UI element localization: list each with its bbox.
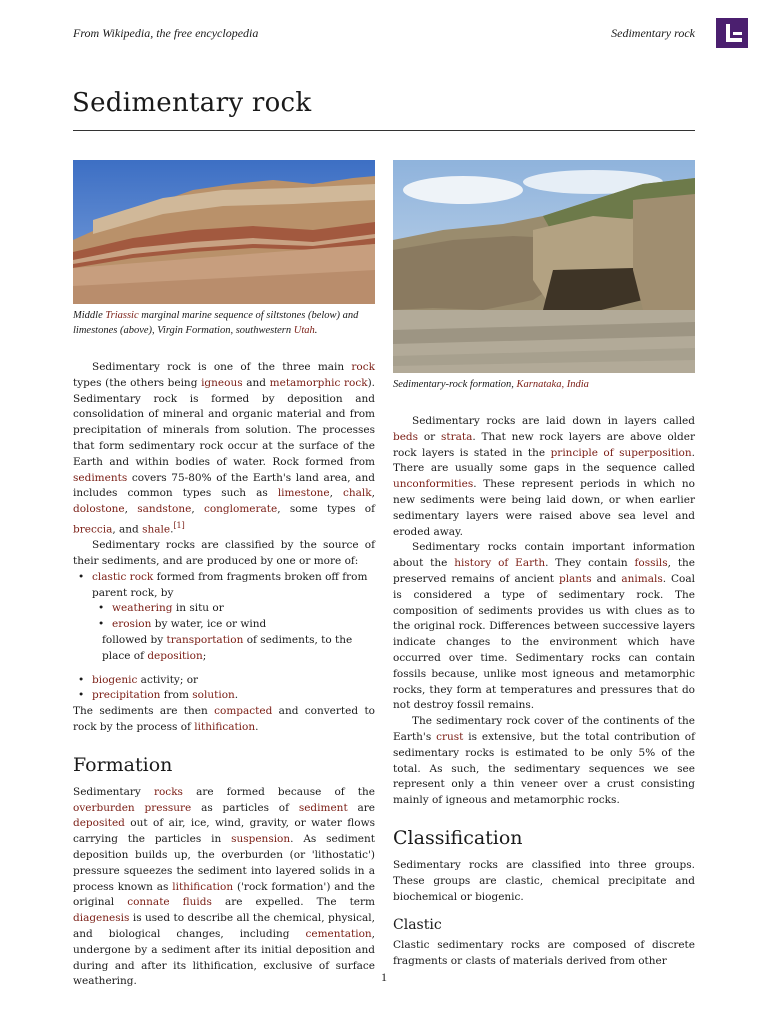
intro-paragraph-1: Sedimentary rock is one of the three main rock types (the others being igneous and metamorphic rock). Sedimentary rock is formed by deposition and consolidation of mineral and organic material and from precipitation of minerals from solution. The processes that form sedimentary rock occur at the surface of the Earth and within bodies of water. Rock formed from sediments covers 75-80% of the Earth's land area, and includes common types such as limestone, chalk, dolostone, sandstone, conglomerate, some types of breccia, and shale.[1] bbox=[73, 361, 375, 536]
intro-paragraph-2: Sedimentary rocks are classified by the source of their sediments, and are produced by one or more of: bbox=[73, 539, 375, 568]
clastic-heading: Clastic bbox=[393, 917, 442, 934]
wikipedia-logo-icon bbox=[716, 18, 748, 48]
link-deposition[interactable]: deposition bbox=[147, 649, 203, 662]
link-dolostone[interactable]: dolostone bbox=[73, 503, 125, 516]
page-number: 1 bbox=[381, 970, 387, 984]
layers-paragraph: Sedimentary rocks are laid down in layers called beds or strata. That new rock layers are above older rock layers is stated in the principle of superposition. There are usually some gaps in the sequence called unconformities. These represent periods in which no new sediments were being laid down, or when earlier sedimentary layers were raised above sea level and eroded away. bbox=[393, 415, 695, 538]
left-figure-caption: Middle Triassic marginal marine sequence of siltstones (below) and limestones (above), Virgin Formation, southwestern Utah. bbox=[73, 310, 359, 336]
link-utah[interactable]: Utah bbox=[293, 325, 315, 336]
link-rock[interactable]: rock bbox=[351, 361, 375, 373]
title-divider bbox=[73, 130, 695, 131]
link-erosion[interactable]: erosion bbox=[112, 618, 152, 631]
link-unconformities[interactable]: unconformities bbox=[393, 478, 474, 491]
link-rocks[interactable]: rocks bbox=[153, 785, 183, 798]
link-biogenic[interactable]: biogenic bbox=[92, 673, 138, 686]
crust-paragraph: The sedimentary rock cover of the continents of the Earth's crust is extensive, but the total contribution of sedimentary rocks is estimated to be only 5% of the total. As such, the sedimentary sequences we see represent only a thin veneer over a crust consisting mainly of igneous and metamorphic rocks. bbox=[393, 715, 695, 807]
link-cementation[interactable]: cementation bbox=[305, 928, 372, 940]
link-weathering[interactable]: weathering bbox=[112, 602, 173, 615]
link-clastic-rock[interactable]: clastic rock bbox=[92, 570, 154, 583]
link-triassic[interactable]: Triassic bbox=[105, 310, 139, 321]
triassic-sequence-photo bbox=[73, 160, 375, 304]
link-transportation[interactable]: transportation bbox=[166, 634, 244, 647]
link-fossils[interactable]: fossils bbox=[634, 557, 668, 570]
clastic-paragraph: Clastic sedimentary rocks are composed of discrete fragments or clasts of materials derived from other bbox=[393, 939, 695, 968]
header-running-title: Sedimentary rock bbox=[611, 26, 695, 40]
link-conglomerate[interactable]: conglomerate bbox=[203, 503, 278, 516]
list-item: • precipitation from solution. bbox=[73, 688, 375, 704]
link-breccia[interactable]: breccia bbox=[73, 523, 113, 536]
link-solution[interactable]: solution bbox=[192, 689, 235, 702]
link-crust[interactable]: crust bbox=[436, 730, 464, 743]
fossils-paragraph: Sedimentary rocks contain important information about the history of Earth. They contain fossils, the preserved remains of ancient plants and animals. Coal is considered a type of sedimentary rock. The composition of sediments provides us with clues as to the original rock. Differences between successive layers indicate changes to the environment which have occurred over time. Sedimentary rocks can contain fossils because, unlike most igneous and metamorphic rocks, they form at temperatures and pressures that do not destroy fossil remains. bbox=[393, 541, 696, 712]
link-sediments[interactable]: sediments bbox=[73, 471, 128, 484]
link-metamorphic-rock[interactable]: metamorphic rock bbox=[269, 376, 368, 389]
link-sandstone[interactable]: sandstone bbox=[137, 503, 192, 516]
list-subitem: • weathering in situ or bbox=[73, 601, 375, 617]
left-column bbox=[73, 160, 375, 990]
link-shale[interactable]: shale bbox=[142, 523, 171, 536]
link-igneous[interactable]: igneous bbox=[201, 376, 243, 389]
right-figure-caption: Sedimentary-rock formation, Karnataka, India bbox=[393, 379, 589, 390]
link-lithification[interactable]: lithification bbox=[194, 721, 256, 734]
link-sediment[interactable]: sediment bbox=[298, 801, 348, 814]
source-list bbox=[73, 570, 375, 704]
page-title: Sedimentary rock bbox=[72, 88, 312, 118]
classification-paragraph: Sedimentary rocks are classified into three groups. These groups are clastic, chemical precipitate and biochemical or biogenic. bbox=[393, 858, 695, 903]
link-connate-fluids[interactable]: connate fluids bbox=[127, 896, 212, 909]
header-source: From Wikipedia, the free encyclopedia bbox=[73, 26, 259, 40]
formation-heading: Formation bbox=[73, 753, 173, 776]
classification-heading: Classification bbox=[393, 826, 523, 849]
link-beds[interactable]: beds bbox=[393, 430, 419, 443]
list-item: • clastic rock formed from fragments broken off from parent rock, by bbox=[73, 570, 375, 602]
logo-glyph-icon bbox=[716, 18, 748, 48]
link-karnataka-india[interactable]: Karnataka, India bbox=[516, 379, 589, 390]
link-lithification-2[interactable]: lithification bbox=[172, 880, 234, 893]
link-chalk[interactable]: chalk bbox=[343, 487, 372, 500]
list-spacer bbox=[73, 665, 375, 673]
formation-paragraph: Sedimentary rocks are formed because of the overburden pressure as particles of sediment are deposited out of air, ice, wind, gravity, or water flows carrying the particles in suspension. As sediment deposition builds up, the overburden (or 'lithostatic') pressure squeezes the sediment into layered solids in a process known as lithification ('rock formation') and the original connate fluids are expelled. The term diagenesis is used to describe all the chemical, physical, and biological changes, including cementation, undergone by a sediment after its initial deposition and during and after its lithification, exclusive of surface weathering. bbox=[73, 785, 376, 988]
citation-1[interactable]: [1] bbox=[173, 520, 185, 530]
list-subitem: • erosion by water, ice or wind bbox=[73, 617, 375, 633]
link-deposited[interactable]: deposited bbox=[73, 817, 125, 830]
list-item: • biogenic activity; or bbox=[73, 673, 375, 689]
link-precipitation[interactable]: precipitation bbox=[92, 689, 161, 702]
karnataka-formation-photo bbox=[393, 160, 695, 373]
link-history-of-earth[interactable]: history of Earth bbox=[454, 557, 546, 570]
intro-paragraph-3: The sediments are then compacted and converted to rock by the process of lithification. bbox=[73, 705, 375, 734]
right-column bbox=[393, 160, 695, 970]
link-limestone[interactable]: limestone bbox=[277, 487, 330, 500]
link-plants[interactable]: plants bbox=[558, 572, 592, 585]
link-suspension[interactable]: suspension bbox=[231, 833, 291, 846]
link-animals[interactable]: animals bbox=[621, 572, 663, 585]
list-continuation: followed by transportation of sediments, to the place of deposition; bbox=[102, 634, 353, 662]
link-diagenesis[interactable]: diagenesis bbox=[73, 912, 130, 925]
link-overburden-pressure[interactable]: overburden pressure bbox=[73, 801, 192, 814]
link-strata[interactable]: strata bbox=[441, 430, 473, 443]
link-principle-of-superposition[interactable]: principle of superposition bbox=[550, 446, 692, 459]
link-compacted[interactable]: compacted bbox=[214, 705, 273, 718]
